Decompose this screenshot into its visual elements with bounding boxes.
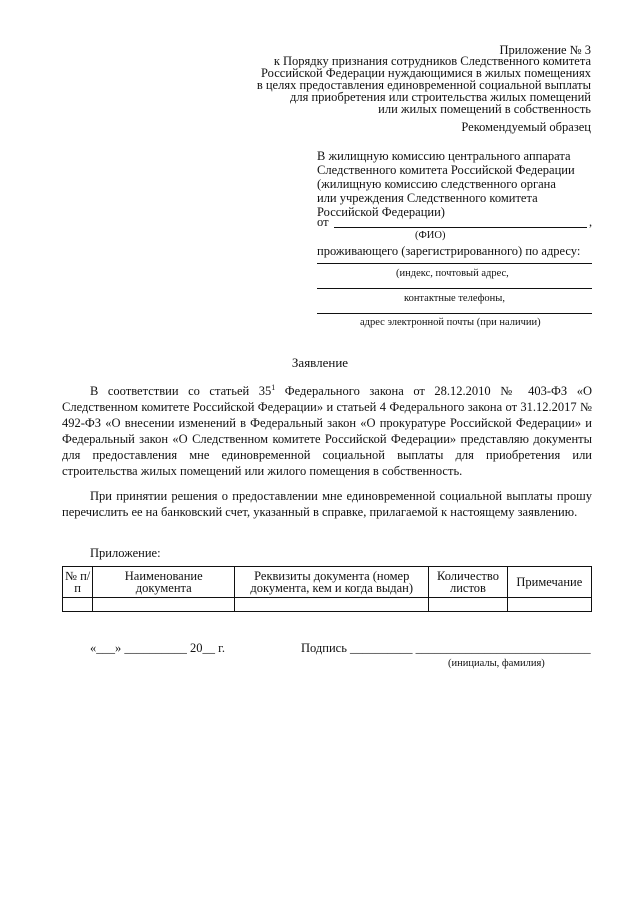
email-caption: адрес электронной почты (при наличии) [360,317,541,328]
address-field[interactable] [317,263,592,264]
col-number: № п/п [63,567,93,598]
table-cell[interactable] [429,598,507,612]
table-row [63,598,592,612]
appendix-description [211,55,591,115]
paragraph-1 [62,380,592,479]
col-sheets: Количество листов [429,567,507,598]
header-line: Российской Федерации нуждающимися в жилых помещениях [261,66,591,80]
addressee [317,149,575,219]
attachment-label: Приложение: [90,546,161,560]
p1-start: В соответствии со статьей 35 [90,384,272,399]
from-label: от [317,215,329,229]
table-cell[interactable] [63,598,93,612]
addressee-line: (жилищную комиссию следственного органа [317,177,556,191]
document-title: Заявление [291,355,349,370]
phone-field[interactable] [317,288,592,289]
fio-field[interactable] [334,227,587,228]
index-caption: (индекс, почтовый адрес, [396,268,509,279]
col-details: Реквизиты документа (номер документа, кем и когда выдан) [235,567,429,598]
signature-field[interactable]: Подпись __________ ____________________________ [301,641,591,655]
addressee-line: Российской Федерации) [317,205,445,219]
p1-superscript: 1 [271,383,276,392]
sample-label: Рекомендуемый образец [461,120,591,134]
appendix-number: Приложение № 3 [499,43,591,57]
header-line: или жилых помещений в собственность [378,102,591,116]
header-line: в целях предоставления единовременной социальной выплаты [256,78,591,92]
initials-caption: (инициалы, фамилия) [448,658,545,669]
addressee-line: В жилищную комиссию центрального аппарата [317,149,571,163]
fio-caption: (ФИО) [415,230,446,241]
addressee-line: или учреждения Следственного комитета [317,191,538,205]
attachment-table [62,566,592,612]
table-cell[interactable] [507,598,591,612]
header-line: для приобретения или строительства жилых помещений [290,90,591,104]
email-field[interactable] [317,313,592,314]
header-line: к Порядку признания сотрудников Следственного комитета [273,54,591,68]
table-header-row [63,567,592,598]
addressee-line: Следственного комитета Российской Федерации [317,163,575,177]
col-note: Примечание [507,567,591,598]
table-cell[interactable] [93,598,235,612]
p1-rest: Федерального закона от 28.12.2010 № 403-ФЗ «О Следственном комитете Российской Федерации» и статьей 4 Федерального закона от 31.12.2017 № 492-ФЗ «О внесении изменений в Федеральный закон «О прокуратуре Российской Федерации» и Федеральный закон «О Следственном комитете Российской Федерации» представляю документы для предоставления мне единовременной социальной выплаты для приобретения или строительства жилых помещений или жилого помещения в собственность. [62,384,592,479]
paragraph-2: При принятии решения о предоставлении мне единовременной социальной выплаты прошу перечислить ее на банковский счет, указанный в справке, прилагаемой к настоящему заявлению. [62,489,592,519]
phones-caption: контактные телефоны, [404,293,505,304]
residing-label: проживающего (зарегистрированного) по адресу: [317,244,581,258]
date-field[interactable]: «___» __________ 20__ г. [90,641,225,655]
table-cell[interactable] [235,598,429,612]
from-comma: , [589,215,593,229]
col-name: Наименование документа [93,567,235,598]
